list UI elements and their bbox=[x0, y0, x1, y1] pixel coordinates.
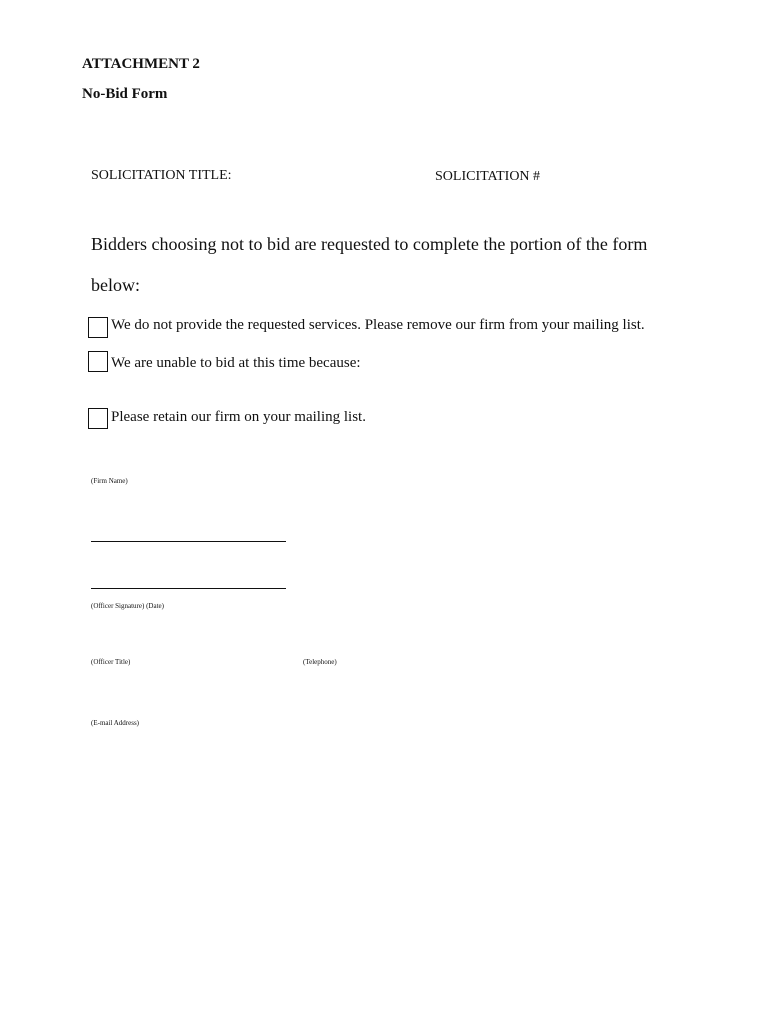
option-no-services-label: We do not provide the requested services. Please remove our firm from your mailing list. bbox=[111, 317, 645, 333]
intro-line-1: Bidders choosing not to bid are requested to complete the portion of the form bbox=[91, 234, 648, 254]
form-title: No-Bid Form bbox=[82, 86, 168, 102]
solicitation-title-label: SOLICITATION TITLE: bbox=[91, 168, 232, 183]
option-no-services-checkbox[interactable] bbox=[88, 317, 108, 338]
attachment-heading: ATTACHMENT 2 bbox=[82, 56, 200, 72]
officer-title-label: (Officer Title) bbox=[91, 658, 131, 666]
intro-line-2: below: bbox=[91, 275, 140, 295]
solicitation-number-label: SOLICITATION # bbox=[435, 169, 541, 184]
telephone-label: (Telephone) bbox=[303, 658, 337, 666]
option-unable-to-bid-label: We are unable to bid at this time because: bbox=[111, 355, 361, 371]
option-retain-firm-label: Please retain our firm on your mailing list. bbox=[111, 409, 366, 425]
signature-line-2[interactable] bbox=[91, 588, 286, 589]
signature-line-1[interactable] bbox=[91, 541, 286, 542]
option-retain-firm-checkbox[interactable] bbox=[88, 408, 108, 429]
option-unable-to-bid-checkbox[interactable] bbox=[88, 351, 108, 372]
officer-signature-date-label: (Officer Signature) (Date) bbox=[91, 602, 164, 610]
email-address-label: (E-mail Address) bbox=[91, 719, 140, 727]
firm-name-label: (Firm Name) bbox=[91, 477, 128, 485]
